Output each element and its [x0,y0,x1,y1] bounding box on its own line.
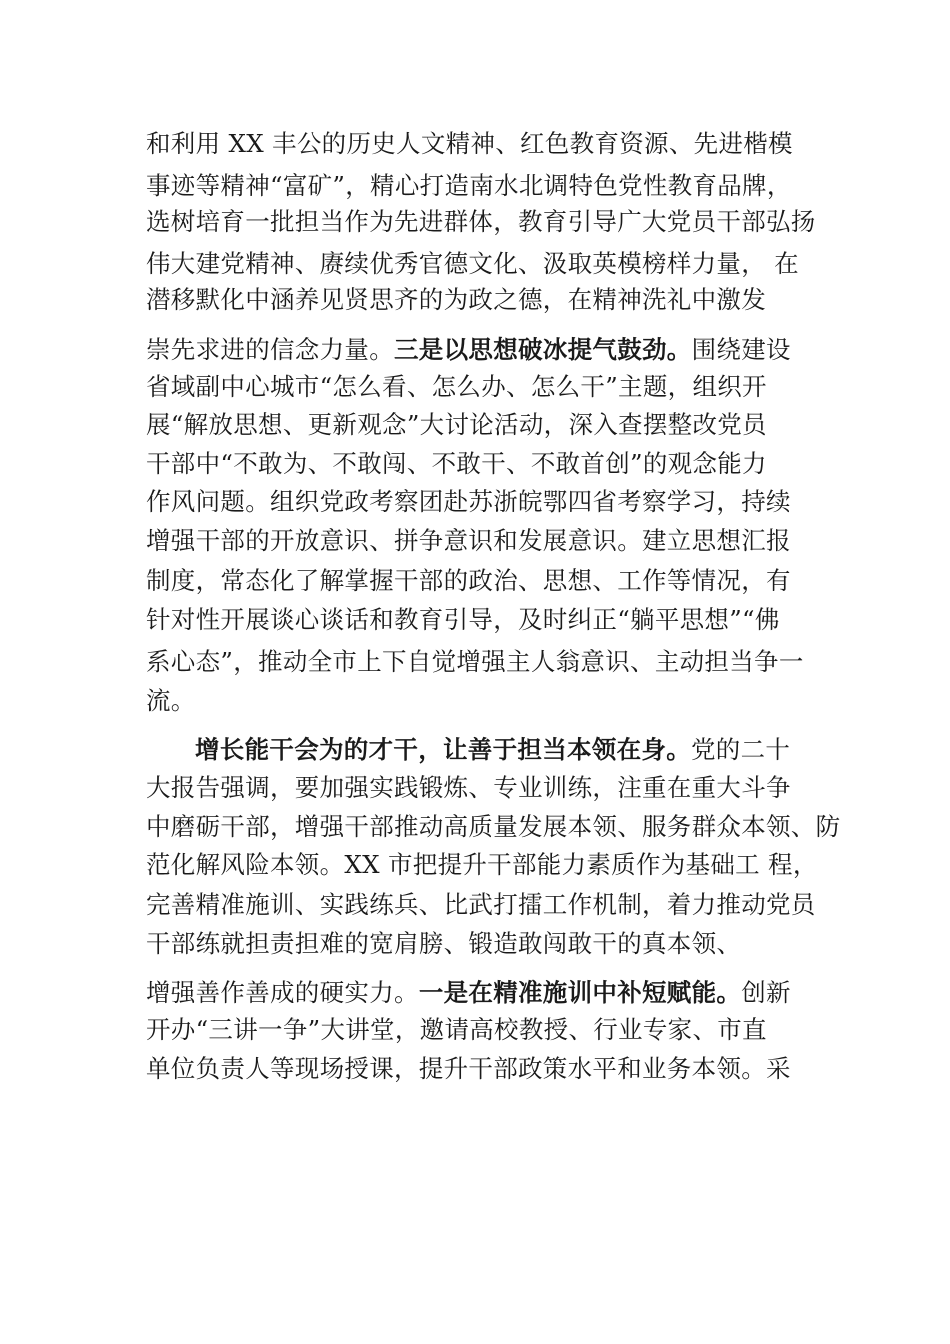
line-text: 系心态”，推动全市上下自觉增强主人翁意识、主动担当争一 [146,647,804,676]
line-text: 制度，常态化了解掌握干部的政治、思想、工作等情况，有 [146,566,791,595]
line-text: 干部练就担责担难的宽肩膀、锻造敢闯敢干的真本领、 [146,929,742,958]
line-text: 开办“三讲一争”大讲堂，邀请高校教授、行业专家、市直 [146,1015,767,1044]
line-text: 伟大建党精神、赓续优秀官德文化、汲取英模榜样力量， 在 [146,249,799,278]
line-text: 作风问题。组织党政考察团赴苏浙皖鄂四省考察学习，持续 [146,487,791,516]
text-line [146,927,741,961]
text-line [146,127,793,161]
text-line [146,205,816,239]
bold-heading: 增长能干会为的才干，让善于担当本领在身。 [195,735,691,764]
line-text: 事迹等精神“富矿”，精心打造南水北调特色党性教育品牌， [146,171,792,200]
text-line [146,564,791,598]
text-line [146,408,767,442]
text-line [195,733,790,767]
line-text: 完善精准施训、实践练兵、比武打擂工作机制，着力推动党员 [146,890,816,919]
text-line [146,603,780,637]
line-text: 干部中“不敢为、不敢闯、不敢干、不敢首创”的观念能力 [146,449,767,478]
line-text: 单位负责人等现场授课，提升干部政策水平和业务本领。采 [146,1054,791,1083]
line-text: 省域副中心城市“怎么看、怎么办、怎么干”主题，组织开 [146,372,767,401]
text-line [146,848,818,882]
text-line [146,333,791,367]
line-text: 针对性开展谈心谈话和教育引导，及时纠正“躺平思想”“佛 [146,605,780,634]
text-line [146,370,767,404]
line-text: 选树培育一批担当作为先进群体，教育引导广大党员干部弘扬 [146,207,816,236]
line-text: 增强善作善成的硬实力。 [146,978,419,1007]
line-text: 范化解风险本领。XX 市把提升干部能力素质作为基础工 程， [146,850,818,879]
text-line [146,645,804,679]
line-text: 党的二十 [691,735,791,764]
text-line [146,485,791,519]
line-text: 和利用 XX 丰公的历史人文精神、红色教育资源、先进楷模 [146,129,793,158]
line-text: 中磨砺干部，增强干部推动高质量发展本领、服务群众本领、防 [146,812,841,841]
line-text: 崇先求进的信念力量。 [146,335,394,364]
text-line [146,1052,791,1086]
text-line [146,447,767,481]
text-line [146,684,196,718]
text-line [146,169,792,203]
text-line [146,888,816,922]
line-text: 创新 [741,978,791,1007]
text-line [146,1013,767,1047]
text-line [146,283,766,317]
text-line [146,976,791,1010]
text-line [146,810,840,844]
line-text: 增强干部的开放意识、拼争意识和发展意识。建立思想汇报 [146,526,791,555]
line-text: 流。 [146,686,196,715]
text-line [146,524,791,558]
line-text: 大报告强调，要加强实践锻炼、专业训练，注重在重大斗争 [146,773,791,802]
bold-heading: 一是在精准施训中补短赋能。 [418,978,742,1007]
line-text: 展“解放思想、更新观念”大讨论活动，深入查摆整改党员 [146,410,767,439]
text-line [146,771,791,805]
text-line [146,247,799,281]
line-text: 围绕建设 [691,335,791,364]
bold-heading: 三是以思想破冰提气鼓劲。 [394,335,692,364]
line-text: 潜移默化中涵养见贤思齐的为政之德，在精神洗礼中激发 [146,285,766,314]
